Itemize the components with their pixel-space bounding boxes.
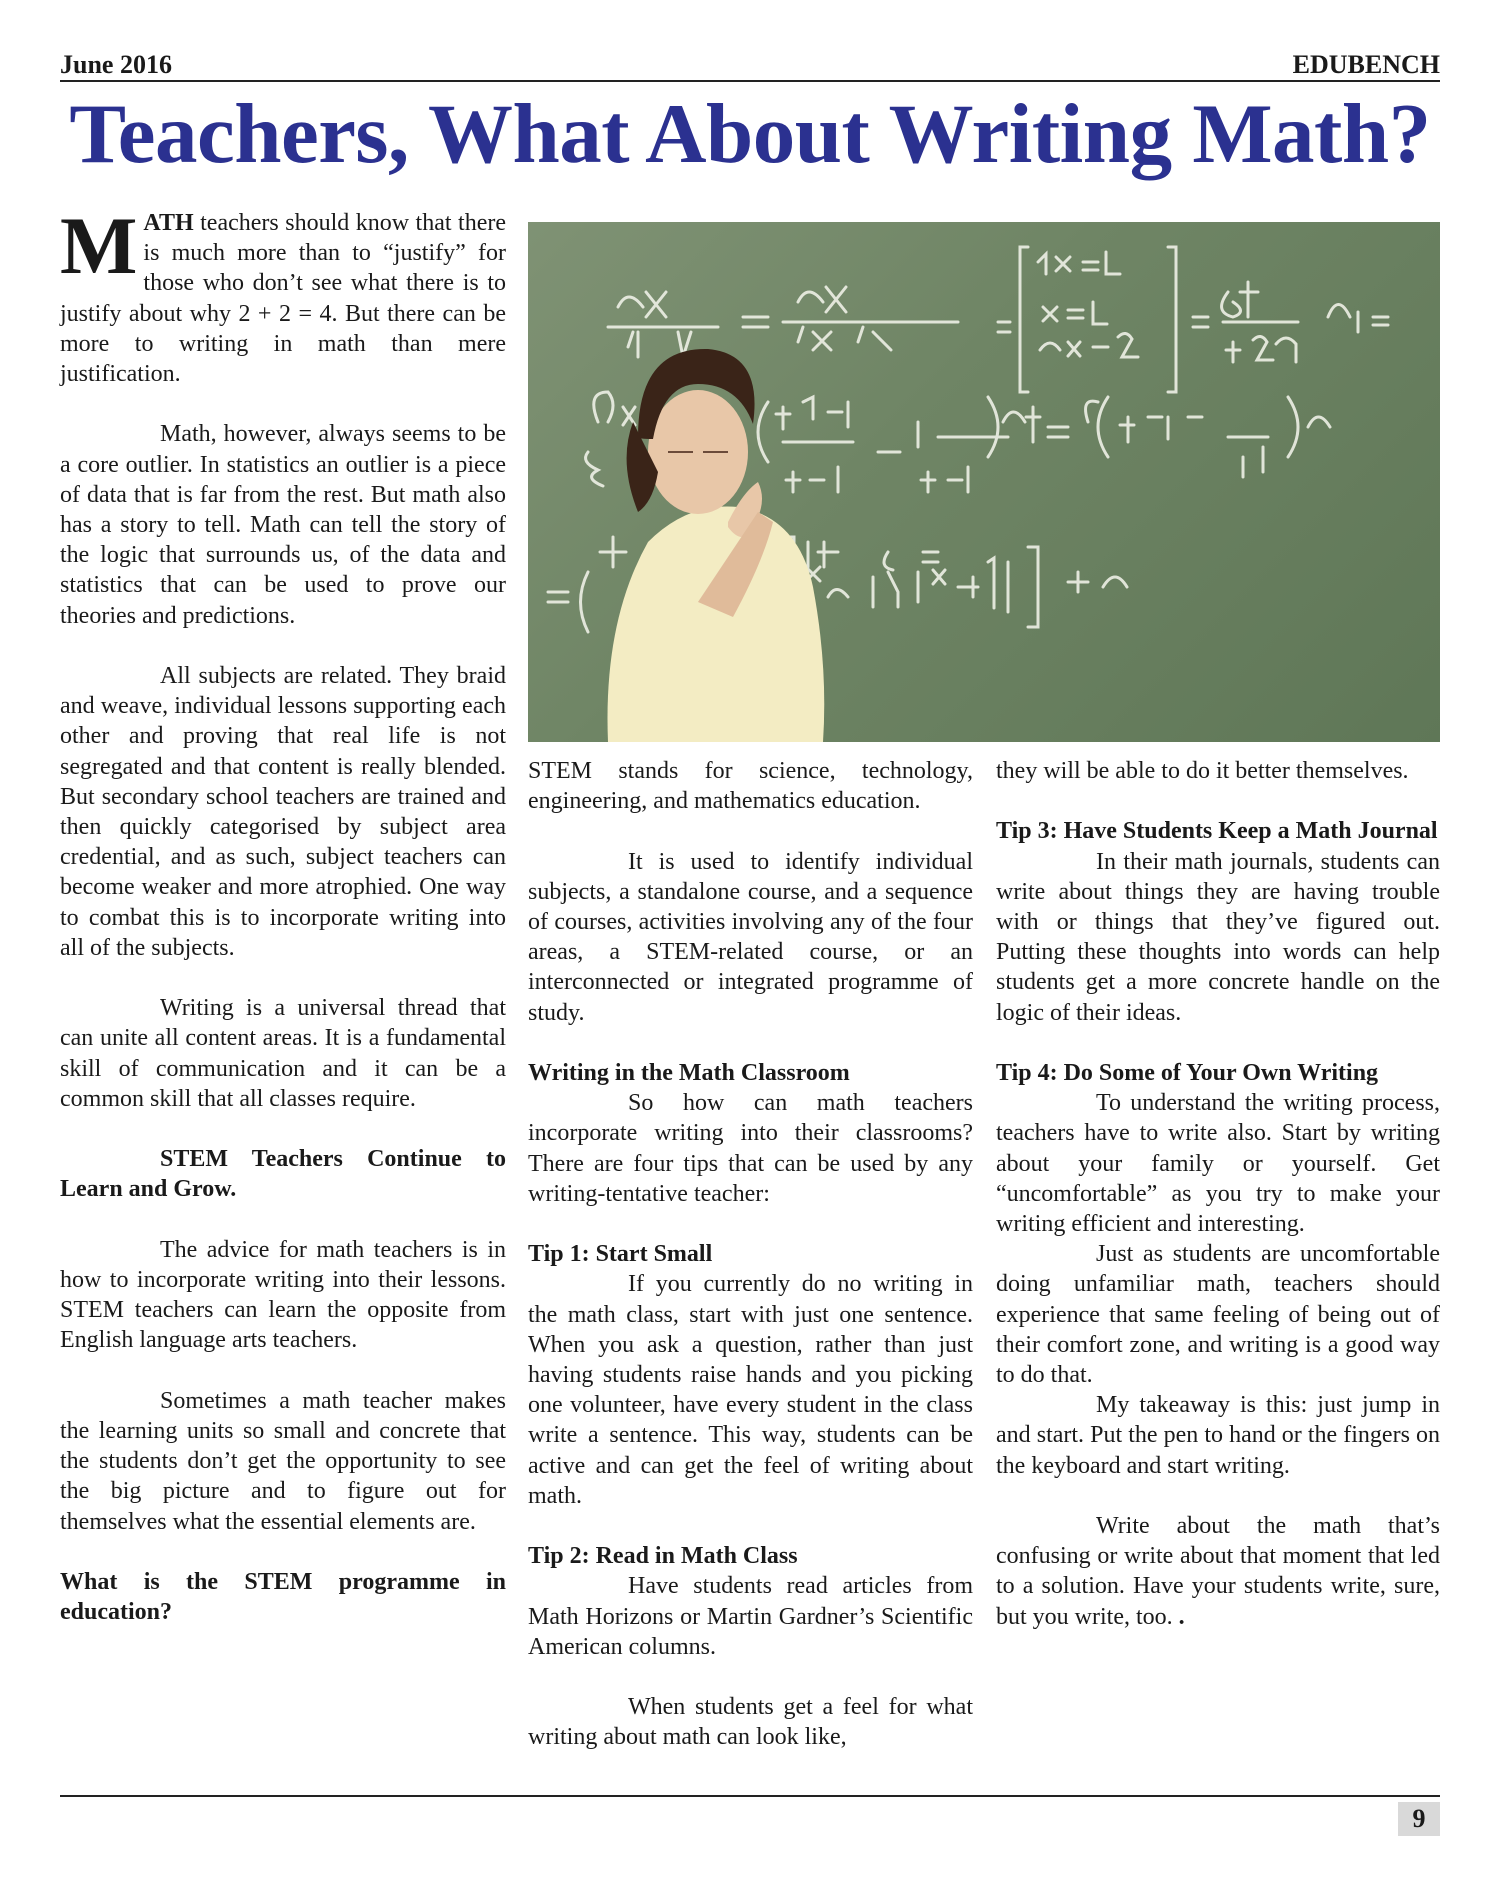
column-1 <box>60 200 506 1658</box>
tip-4-title: Tip 4: Do Some of Your Own Writing <box>996 1060 1379 1086</box>
tip-2-text: Have students read articles from Math Horizons or Martin Gardner’s Scientific American columns. <box>528 1573 973 1660</box>
paragraph-stem-usage: It is used to identify individual subjects, a standalone course, and a sequence of courses, activities involving any of the four areas, a STEM-related course, or an interconnected or integrated programme of study. <box>528 848 973 1026</box>
paragraph-closing <box>996 1511 1440 1632</box>
lead-text: teachers should know that there is much more than to “justify” for those who don’t see what there is to justify about why 2 + 2 = 4. But there can be more to writing in math than mere justification. <box>60 210 506 388</box>
paragraph-universal-thread: Writing is a universal thread that can unite all content areas. It is a fundamental skill of communication and it can be a common skill that all classes require. <box>60 995 506 1112</box>
lead-caps: ATH <box>143 210 194 236</box>
teacher-figure <box>608 349 825 742</box>
lead-paragraph <box>60 200 506 389</box>
subheading-stem-teachers: STEM Teachers Continue to Learn and Grow. <box>60 1146 506 1203</box>
running-header <box>60 52 1440 82</box>
end-mark: . <box>1178 1603 1185 1630</box>
paragraph-outlier: Math, however, always seems to be a core outlier. In statistics an outlier is a piece of data that is far from the rest. But math also has a story to tell. Math can tell the story of the logic that surrounds us, of the data and statistics that can be used to prove our theories and predictions. <box>60 421 506 629</box>
footer-rule <box>60 1795 1440 1797</box>
paragraph-advice: The advice for math teachers is in how to incorporate writing into their lessons. STEM teachers can learn the opposite from English language arts teachers. <box>60 1236 506 1354</box>
teacher-chalkboard-photo <box>528 222 1440 742</box>
paragraph-four-tips: So how can math teachers incorporate writing into their classrooms? There are four tips that can be used by any writing-tentative teacher: <box>528 1090 973 1207</box>
column-2 <box>528 756 973 1753</box>
tip-2-title: Tip 2: Read in Math Class <box>528 1543 798 1570</box>
paragraph-continuation: they will be able to do it better themselves. <box>996 758 1409 784</box>
paragraph-students-feel: When students get a feel for what writing about math can look like, <box>528 1694 973 1751</box>
tip-4-text: To understand the writing process, teachers have to write also. Start by writing about your family or yourself. Get “uncomfortable” as you try to make your writing efficient and interesting. <box>996 1090 1440 1238</box>
paragraph-stem-definition: STEM stands for science, technology, engineering, and mathematics education. <box>528 758 973 815</box>
paragraph-big-picture: Sometimes a math teacher makes the learning units so small and concrete that the students don’t get the opportunity to see the big picture and to figure out for themselves what the essential elements are. <box>60 1387 506 1535</box>
tip-3-text: In their math journals, students can write about things they are having trouble with or things that they’ve figured out. Putting these thoughts into words can help students get a more concrete handle on the logic of their ideas. <box>996 848 1440 1026</box>
tip-3-title: Tip 3: Have Students Keep a Math Journal <box>996 818 1438 845</box>
closing-text: Write about the math that’s confusing or write about that moment that led to a solution. Have your students write, sure, but you write, too. <box>996 1513 1440 1630</box>
paragraph-subjects-related: All subjects are related. They braid and weave, individual lessons supporting each other and proving that real life is not segregated and that content is really blended. But secondary school teachers are trained and then quickly categorised by subject area credential, and as such, subject teachers can become weaker and more atrophied. One way to combat this is to incorporate writing into all of the subjects. <box>60 663 506 961</box>
paragraph-uncomfortable: Just as students are uncomfortable doing unfamiliar math, teachers should experience that same feeling of being out of their comfort zone, and writing is a good way to do that. <box>996 1241 1440 1389</box>
publication-name: EDUBENCH <box>1292 50 1440 79</box>
paragraph-takeaway: My takeaway is this: just jump in and start. Put the pen to hand or the fingers on the keyboard and start writing. <box>996 1392 1440 1479</box>
drop-cap: M <box>60 200 138 291</box>
tip-1-title: Tip 1: Start Small <box>528 1241 713 1268</box>
subheading-writing-classroom: Writing in the Math Classroom <box>528 1060 850 1086</box>
article-title: Teachers, What About Writing Math? <box>69 87 1431 181</box>
subheading-stem-programme: What is the STEM programme in education? <box>60 1569 506 1626</box>
column-3 <box>996 756 1440 1632</box>
issue-date: June 2016 <box>60 50 172 79</box>
chalkboard-illustration <box>528 222 1440 742</box>
page-number: 9 <box>1398 1802 1440 1836</box>
tip-1-text: If you currently do no writing in the math class, start with just one sentence. When you ask a question, rather than just having students raise hands and you picking one volunteer, have every student in the class write a sentence. This way, students can be active and can get the feel of writing about math. <box>528 1271 973 1509</box>
